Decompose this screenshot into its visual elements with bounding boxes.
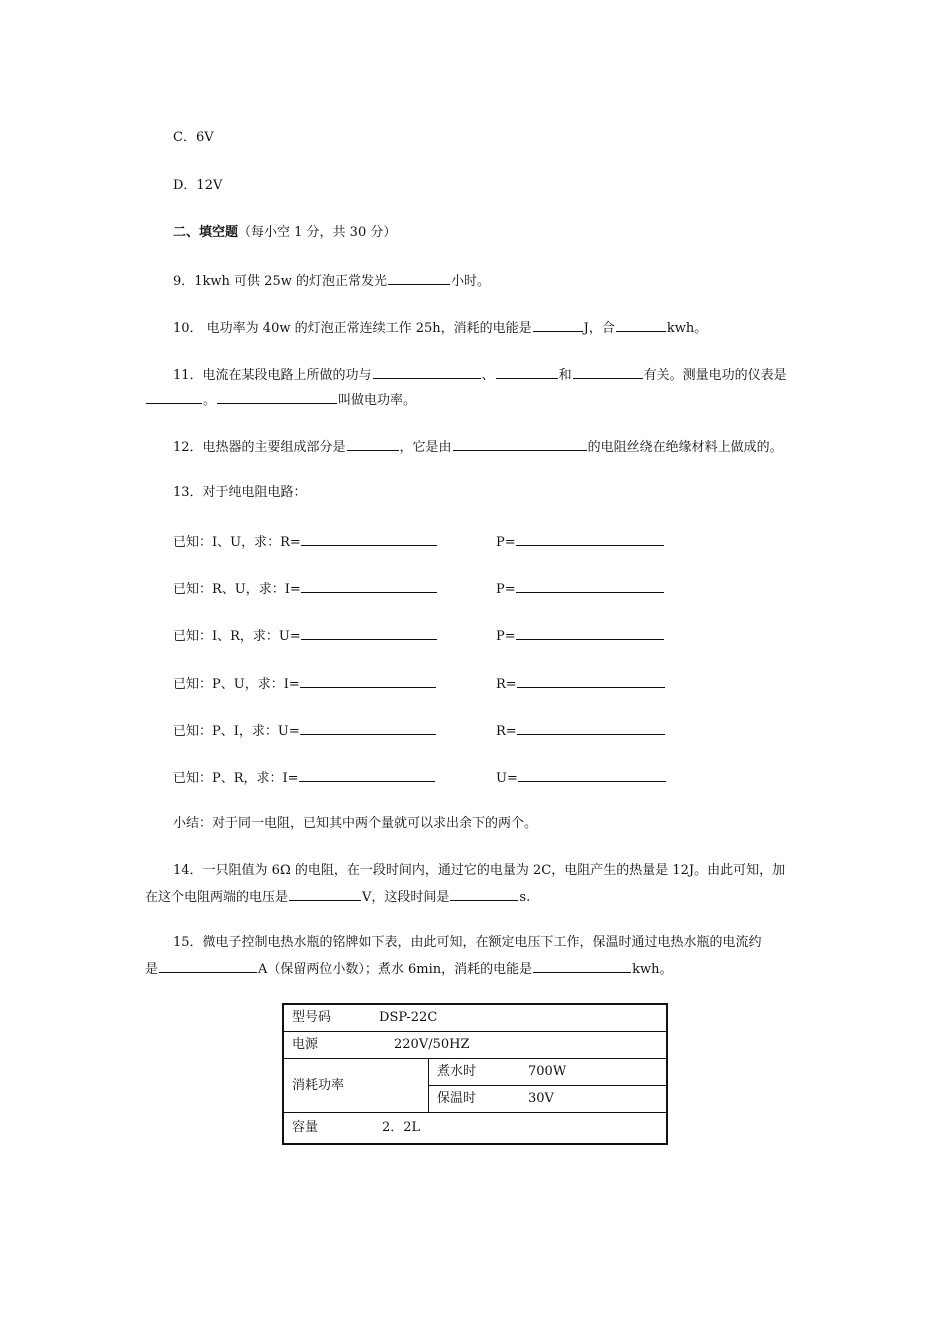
model-value: DSP-22C — [379, 1010, 438, 1025]
question-15-line2 — [145, 960, 673, 978]
answer-blank[interactable] — [300, 722, 436, 735]
keep-label: 保温时 — [437, 1091, 477, 1106]
question-15-line1: 15．微电子控制电热水瓶的铭牌如下表，由此可知，在额定电压下工作，保温时通过电热水瓶的电流约 — [173, 935, 762, 950]
answer-blank[interactable] — [301, 627, 437, 640]
row-label: 已知：P、I，求：U= — [173, 724, 300, 739]
boil-label: 煮水时 — [437, 1064, 477, 1079]
answer-blank[interactable] — [159, 960, 257, 973]
answer-blank[interactable] — [388, 272, 450, 285]
row-label: 已知：R、U，求：I= — [173, 582, 301, 597]
answer-blank[interactable] — [616, 319, 666, 332]
q11-text: 11．电流在某段电路上所做的功与 — [173, 368, 372, 383]
q11-sep: 、 — [481, 368, 495, 383]
q10-text: 10． 电功率为 40w 的灯泡正常连续工作 25h，消耗的电能是 — [173, 321, 532, 336]
boil-value: 700W — [528, 1064, 567, 1079]
q10-suffix: kwh。 — [666, 321, 708, 336]
row-label: U= — [496, 771, 518, 786]
q13-row-1-left — [173, 533, 437, 551]
question-13-title: 13．对于纯电阻电路： — [173, 485, 307, 500]
q14-text: 在这个电阻两端的电压是 — [145, 890, 289, 905]
q15-mid: A（保留两位小数）；煮水 6min，消耗的电能是 — [258, 962, 533, 977]
answer-blank[interactable] — [453, 438, 587, 451]
q11-period: 。 — [203, 393, 217, 408]
question-14-line1: 14．一只阻值为 6Ω 的电阻，在一段时间内，通过它的电量为 2C，电阻产生的热量是 12J。由此可知，加 — [173, 863, 786, 878]
power-value: 220V/50HZ — [394, 1037, 470, 1052]
answer-blank[interactable] — [450, 888, 518, 901]
answer-blank[interactable] — [300, 675, 436, 688]
answer-blank[interactable] — [347, 438, 399, 451]
row-label: 已知：P、U，求：I= — [173, 677, 300, 692]
question-12 — [173, 438, 783, 456]
answer-blank[interactable] — [518, 769, 666, 782]
q13-row-4-right — [496, 675, 665, 693]
model-cell — [283, 1004, 667, 1032]
power-cell — [283, 1032, 667, 1059]
answer-blank[interactable] — [146, 391, 202, 404]
q13-row-6-left — [173, 769, 435, 787]
q13-row-5-right — [496, 722, 665, 740]
consumption-label: 消耗功率 — [292, 1077, 345, 1093]
answer-blank[interactable] — [301, 580, 437, 593]
q14-suffix: s. — [519, 890, 531, 905]
q10-mid: J，合 — [583, 321, 615, 336]
answer-blank[interactable] — [516, 533, 664, 546]
answer-blank[interactable] — [573, 366, 643, 379]
row-label: R= — [496, 677, 517, 692]
q13-row-2-left — [173, 580, 437, 598]
answer-blank[interactable] — [289, 888, 361, 901]
q13-row-4-left — [173, 675, 436, 693]
keep-warm-cell — [429, 1086, 668, 1113]
q9-suffix: 小时。 — [451, 274, 491, 289]
option-c: C．6V — [173, 130, 214, 145]
q11-suffix: 叫做电功率。 — [338, 393, 417, 408]
question-10 — [173, 319, 707, 337]
row-label: P= — [496, 582, 516, 597]
q13-row-1-right — [496, 533, 664, 551]
q13-row-5-left — [173, 722, 436, 740]
power-label: 电源 — [292, 1037, 319, 1052]
question-9 — [173, 272, 490, 290]
row-label: P= — [496, 535, 516, 550]
q12-mid: ，它是由 — [399, 440, 452, 455]
consumption-label-cell — [283, 1059, 429, 1113]
answer-blank[interactable] — [517, 722, 665, 735]
capacity-value: 2．2L — [382, 1120, 421, 1135]
answer-blank[interactable] — [217, 391, 337, 404]
answer-blank[interactable] — [517, 675, 665, 688]
section-note: （每小空 1 分，共 30 分） — [238, 225, 397, 240]
table-row — [283, 1059, 667, 1086]
q13-row-3-right — [496, 627, 664, 645]
spec-table — [282, 1003, 668, 1145]
q13-row-2-right — [496, 580, 664, 598]
q14-mid: V，这段时间是 — [362, 890, 450, 905]
q15-suffix: kwh。 — [632, 962, 673, 977]
answer-blank[interactable] — [299, 769, 435, 782]
q13-summary: 小结：对于同一电阻，已知其中两个量就可以求出余下的两个。 — [173, 816, 538, 831]
q13-row-3-left — [173, 627, 437, 645]
answer-blank[interactable] — [516, 580, 664, 593]
option-d: D．12V — [173, 178, 223, 193]
row-label: 已知：I、R，求：U= — [173, 629, 301, 644]
question-11-line1 — [173, 366, 787, 384]
answer-blank[interactable] — [533, 960, 631, 973]
question-11-line2 — [145, 391, 416, 409]
row-label: 已知：P、R，求：I= — [173, 771, 299, 786]
model-label: 型号码 — [292, 1010, 332, 1025]
answer-blank[interactable] — [301, 533, 437, 546]
section-2-heading — [173, 225, 396, 241]
q12-text: 12．电热器的主要组成部分是 — [173, 440, 346, 455]
table-row — [283, 1004, 667, 1032]
q11-mid: 有关。测量电功的仪表是 — [643, 368, 787, 383]
row-label: R= — [496, 724, 517, 739]
capacity-label: 容量 — [292, 1120, 319, 1135]
table-row — [283, 1113, 667, 1145]
table-row — [283, 1032, 667, 1059]
q12-suffix: 的电阻丝绕在绝缘材料上做成的。 — [587, 440, 783, 455]
q9-text: 9．1kwh 可供 25w 的灯泡正常发光 — [173, 274, 387, 289]
capacity-cell — [283, 1113, 667, 1145]
section-title: 二、填空题 — [173, 225, 239, 240]
q15-text: 是 — [145, 962, 159, 977]
q11-and: 和 — [558, 368, 572, 383]
row-label: 已知：I、U，求：R= — [173, 535, 301, 550]
question-14-line2 — [145, 888, 530, 906]
answer-blank[interactable] — [373, 366, 481, 379]
keep-value: 30V — [528, 1091, 554, 1106]
q13-row-6-right — [496, 769, 666, 787]
answer-blank[interactable] — [516, 627, 664, 640]
boil-cell — [429, 1059, 668, 1086]
answer-blank[interactable] — [496, 366, 558, 379]
row-label: P= — [496, 629, 516, 644]
answer-blank[interactable] — [533, 319, 583, 332]
